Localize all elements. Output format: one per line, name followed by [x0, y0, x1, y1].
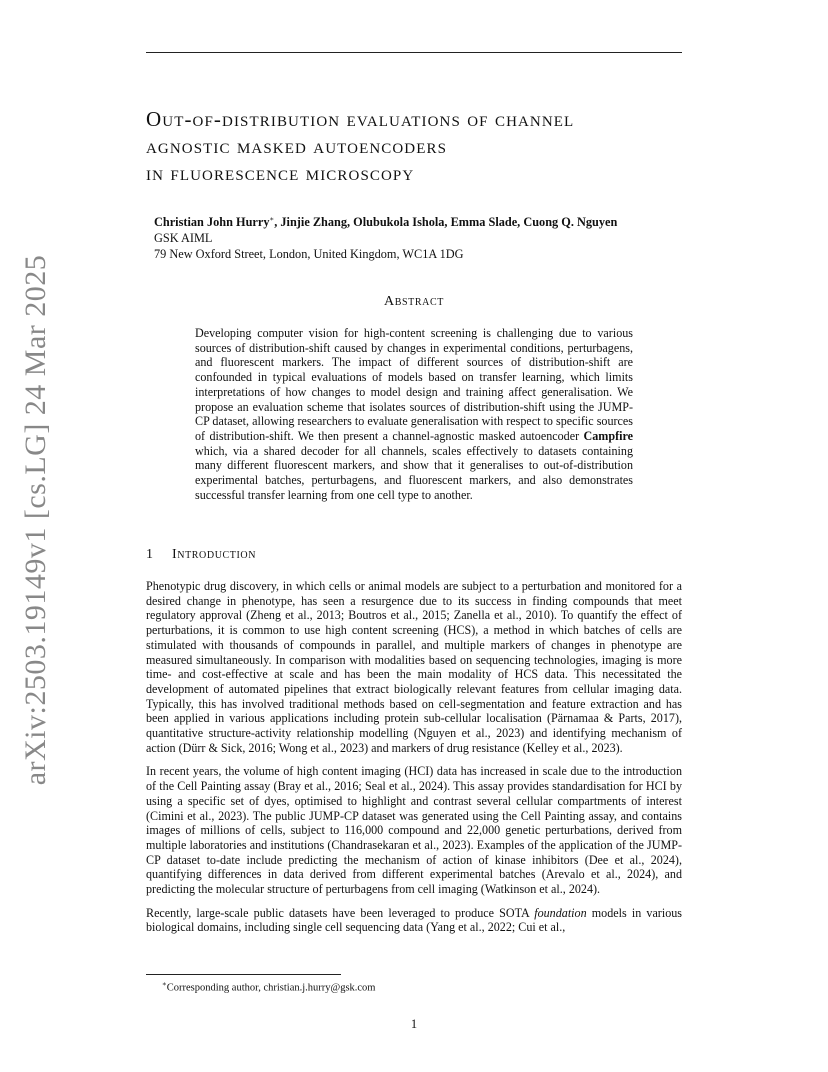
top-rule: [146, 52, 682, 53]
footnote-rule: [146, 974, 341, 975]
corresponding-author-marker: ∗: [269, 215, 275, 223]
page-number: 1: [410, 1017, 418, 1031]
paper-title: [146, 106, 686, 187]
author-names: [154, 211, 684, 230]
paragraph-1: Phenotypic drug discovery, in which cells or animal models are subject to a perturbation and monitored for a desired change in phenotype, has seen a resurgence due to its success in finding compounds that meet regulatory approval (Zheng et al., 2013; Boutros et al., 2015; Zanella et al., 2010). To quantify the effect of perturbations, it is common to use high content screening (HCS), a method in which batches of cells are stimulated with thousands of compounds in parallel, and multiple markers of changes in phenotype are measured simultaneously. In comparison with modalities based on sequencing technologies, imaging is more time- and cost-effective at scale and has been the main modality of HCS data. This necessitated the development of automated pipelines that extract biologically relevant features from cellular imaging data. Typically, this has involved traditional methods based on cell-segmentation and feature extraction and has been applied in various applications including protein sub-cellular localisation (Pärnamaa & Parts, 2017), quantitative structure-activity relationship modelling (Nguyen et al., 2023) and identifying mechanism of action (Dürr & Sick, 2016; Wong et al., 2023) and markers of drug resistance (Kelley et al., 2023).: [146, 579, 682, 755]
section-heading-introduction: [146, 547, 256, 563]
co-authors: , Jinjie Zhang, Olubukola Ishola, Emma Slade, Cuong Q. Nguyen: [274, 215, 618, 230]
address: 79 New Oxford Street, London, United Kingdom, WC1A 1DG: [154, 247, 464, 262]
abstract-text: [195, 326, 633, 502]
section-number: 1: [146, 547, 154, 562]
arxiv-identifier-stamp: arXiv:2503.19149v1 [cs.LG] 24 Mar 2025: [19, 254, 52, 786]
abstract-heading: Abstract: [384, 294, 444, 309]
footnote-text: Corresponding author, christian.j.hurry@gsk.com: [166, 982, 376, 994]
footnote-marker: ∗: [162, 980, 167, 988]
first-author: Christian John Hurry: [154, 215, 270, 230]
author-block: [154, 211, 684, 262]
model-name-campfire: Campfire: [583, 428, 633, 443]
section-title: Introduction: [172, 547, 257, 562]
affiliation: GSK AIML: [154, 231, 213, 246]
paragraph-3: [146, 906, 682, 935]
paragraph-3-part-2: models in various biological domains, including single cell sequencing data (Yang et al., 2022; Cui et al.,: [146, 905, 682, 935]
title-line-2: agnostic masked autoencoders: [146, 134, 448, 158]
paragraph-3-part-1: Recently, large-scale public datasets have been leveraged to produce SOTA: [146, 905, 535, 920]
footnote: [162, 978, 375, 995]
title-line-3: in fluorescence microscopy: [146, 161, 415, 185]
abstract-text-part-2: which, via a shared decoder for all channels, scales effectively to datasets containing many different fluorescent markers, and show that it generalises to out-of-distribution experimental batches, perturbagens, and fluorescent markers, and also demonstrates successful transfer learning from one cell type to another.: [195, 443, 633, 502]
abstract-text-part-1: Developing computer vision for high-content screening is challenging due to various sources of distribution-shift caused by changes in experimental conditions, perturbagens, and fluorescent markers. The impact of different sources of distribution-shift are confounded in typical evaluations of models based on transfer learning, which limits interpretations of how changes to model design and training affect generalisation. We propose an evaluation scheme that isolates sources of distribution-shift using the JUMP-CP dataset, allowing researchers to evaluate generalisation with respect to specific sources of distribution-shift. We then present a channel-agnostic masked autoencoder: [195, 326, 633, 443]
emphasis-foundation: foundation: [534, 905, 587, 920]
paragraph-2: In recent years, the volume of high content imaging (HCI) data has increased in scale due to the introduction of the Cell Painting assay (Bray et al., 2016; Seal et al., 2024). This assay provides standardisation for HCI by using a specific set of dyes, optimised to highlight and contrast several cellular compartments of interest (Cimini et al., 2023). The public JUMP-CP dataset was generated using the Cell Painting assay, and contains images of millions of cells, subject to 116,000 compound and 22,000 genetic perturbations, derived from multiple laboratories and institutions (Chandrasekaran et al., 2023). Examples of the application of the JUMP-CP dataset to-date include predicting the mechanism of action of kinase inhibitors (Dee et al., 2024), quantifying differences in data derived from different experimental batches (Arevalo et al., 2024), and predicting the molecular structure of perturbagens from cell imaging (Watkinson et al., 2024).: [146, 764, 682, 897]
body-text: [146, 579, 682, 944]
title-line-1: Out-of-distribution evaluations of channel: [146, 107, 575, 131]
